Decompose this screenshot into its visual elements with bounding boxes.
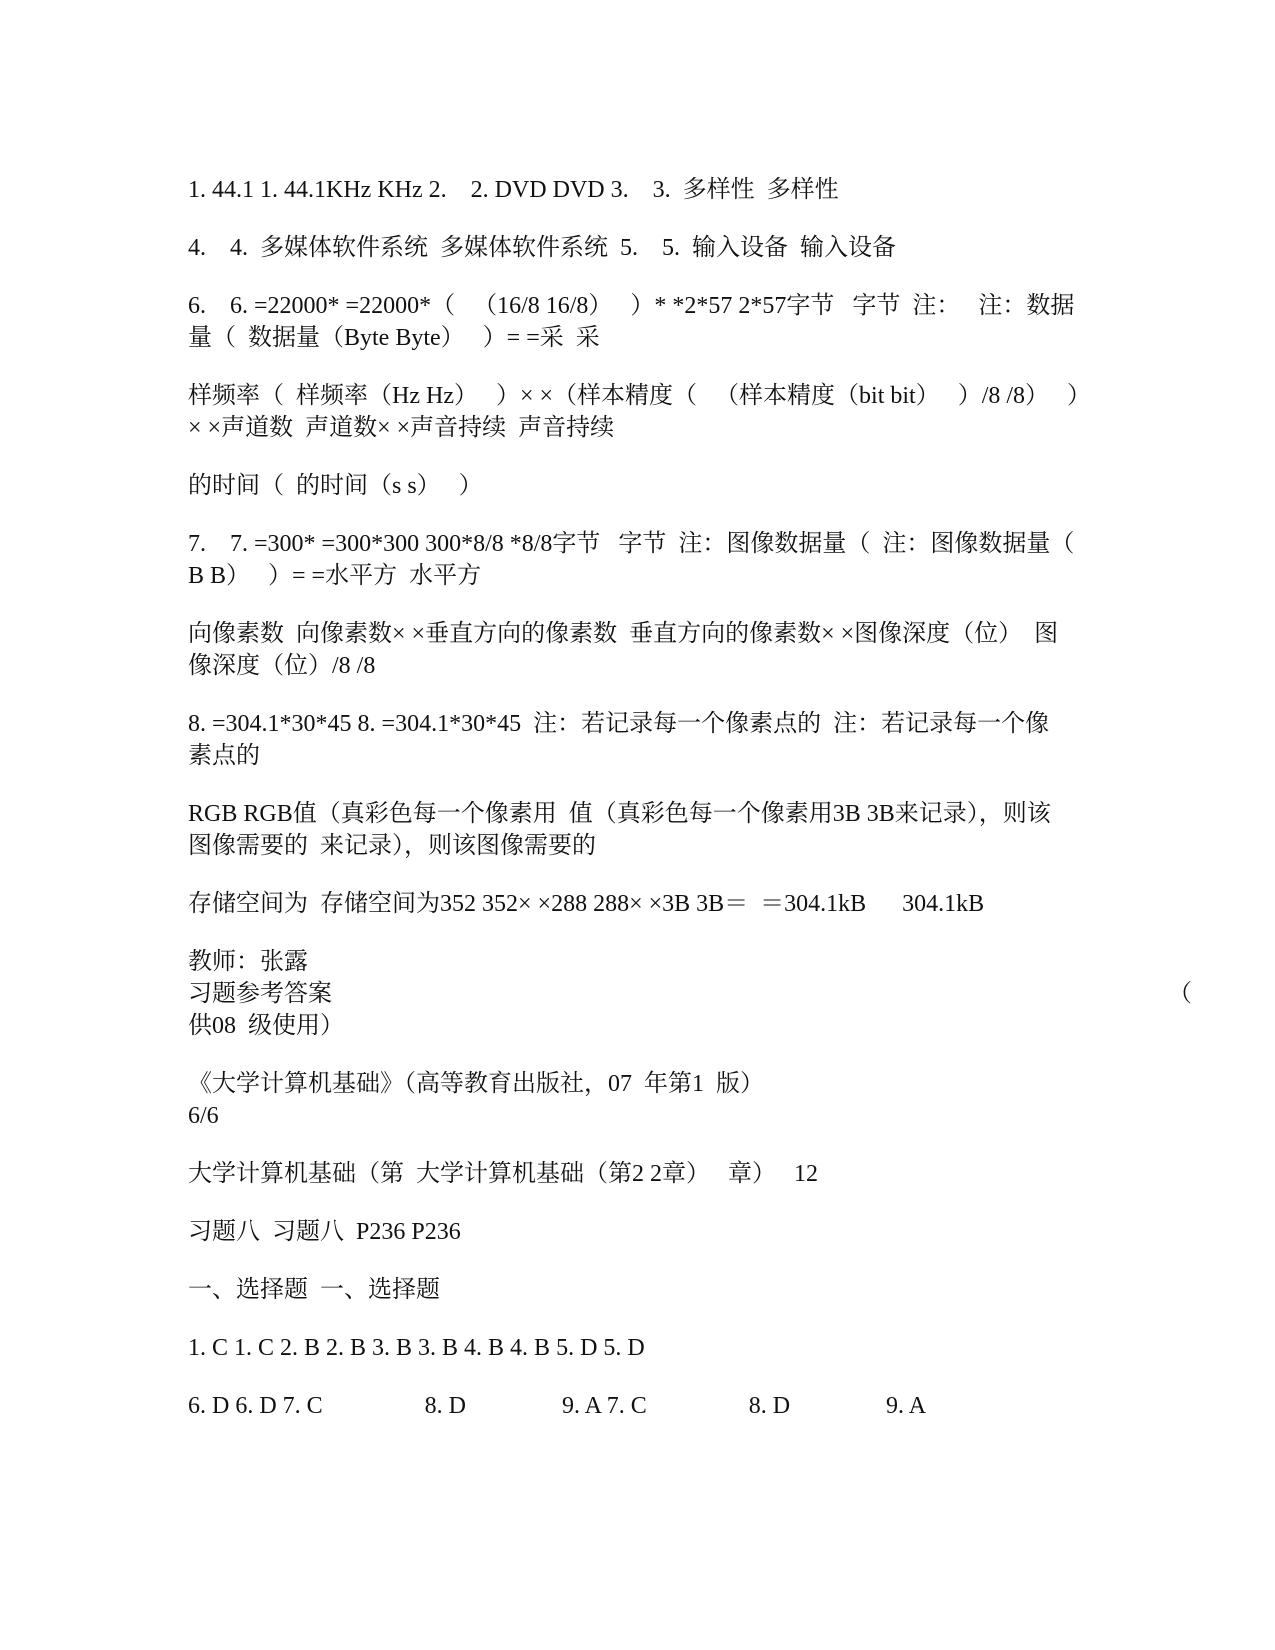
answer-line-6-formula: 样频率（ 样频率（Hz Hz） ）× ×（样本精度（ （样本精度（bit bit） ）/8 /8） ） xyxy=(188,383,1092,409)
open-paren-right: （ xyxy=(1168,981,1192,1007)
choice-answers-1-5: 1. C 1. C 2. B 2. B 3. B 3. B 4. B 4. B 5. D 5. D xyxy=(188,1335,645,1361)
exercise-heading: 习题八 习题八 P236 P236 xyxy=(188,1219,461,1245)
answer-line-1-3: 1. 44.1 1. 44.1KHz KHz 2. 2. DVD DVD 3. 3. 多样性 多样性 xyxy=(188,177,839,203)
answer-line-7-cont: B B） ）= =水平方 水平方 xyxy=(188,563,482,589)
page-number: 6/6 xyxy=(188,1103,219,1129)
answer-line-6-formula-cont: × ×声道数 声道数× ×声音持续 声音持续 xyxy=(188,415,615,441)
choice-answers-6-9: 6. D 6. D 7. C 8. D 9. A 7. C 8. D 9. A xyxy=(188,1393,927,1419)
answer-line-7-formula-cont: 像深度（位）/8 /8 xyxy=(188,653,376,679)
answer-key-title: 习题参考答案 xyxy=(188,981,332,1007)
answer-line-7-formula: 向像素数 向像素数× ×垂直方向的像素数 垂直方向的像素数× ×图像深度（位） 图 xyxy=(188,621,1059,647)
answer-line-8: 8. =304.1*30*45 8. =304.1*30*45 注：若记录每一个像素点的 注：若记录每一个像 xyxy=(188,711,1050,737)
chapter-header: 大学计算机基础（第 大学计算机基础（第2 2章） 章） 12 xyxy=(188,1161,818,1187)
answer-line-6-cont: 量（ 数据量（Byte Byte） ）= =采 采 xyxy=(188,325,600,351)
answer-line-8-rgb-cont: 图像需要的 来记录），则该图像需要的 xyxy=(188,833,596,859)
section-heading-multiple-choice: 一、选择题 一、选择题 xyxy=(188,1277,440,1303)
answer-line-7: 7. 7. =300* =300*300 300*8/8 *8/8字节 字节 注：图像数据量（ 注：图像数据量（ xyxy=(188,531,1075,557)
answer-line-8-rgb: RGB RGB值（真彩色每一个像素用 值（真彩色每一个像素用3B 3B来记录），则该 xyxy=(188,801,1051,827)
teacher-name: 教师：张露 xyxy=(188,949,308,975)
answer-line-6: 6. 6. =22000* =22000*（ （16/8 16/8） ）* *2*57 2*57字节 字节 注： 注：数据 xyxy=(188,293,1075,319)
answer-line-6-time: 的时间（ 的时间（s s） ） xyxy=(188,473,483,499)
grade-usage: 供08 级使用） xyxy=(188,1013,344,1039)
textbook-title: 《大学计算机基础》（高等教育出版社，07 年第1 版） xyxy=(188,1071,764,1097)
answer-line-8-cont: 素点的 xyxy=(188,743,260,769)
answer-line-8-storage: 存储空间为 存储空间为352 352× ×288 288× ×3B 3B＝ ＝304.1kB 304.1kB xyxy=(188,891,985,917)
answer-line-4-5: 4. 4. 多媒体软件系统 多媒体软件系统 5. 5. 输入设备 输入设备 xyxy=(188,235,896,261)
